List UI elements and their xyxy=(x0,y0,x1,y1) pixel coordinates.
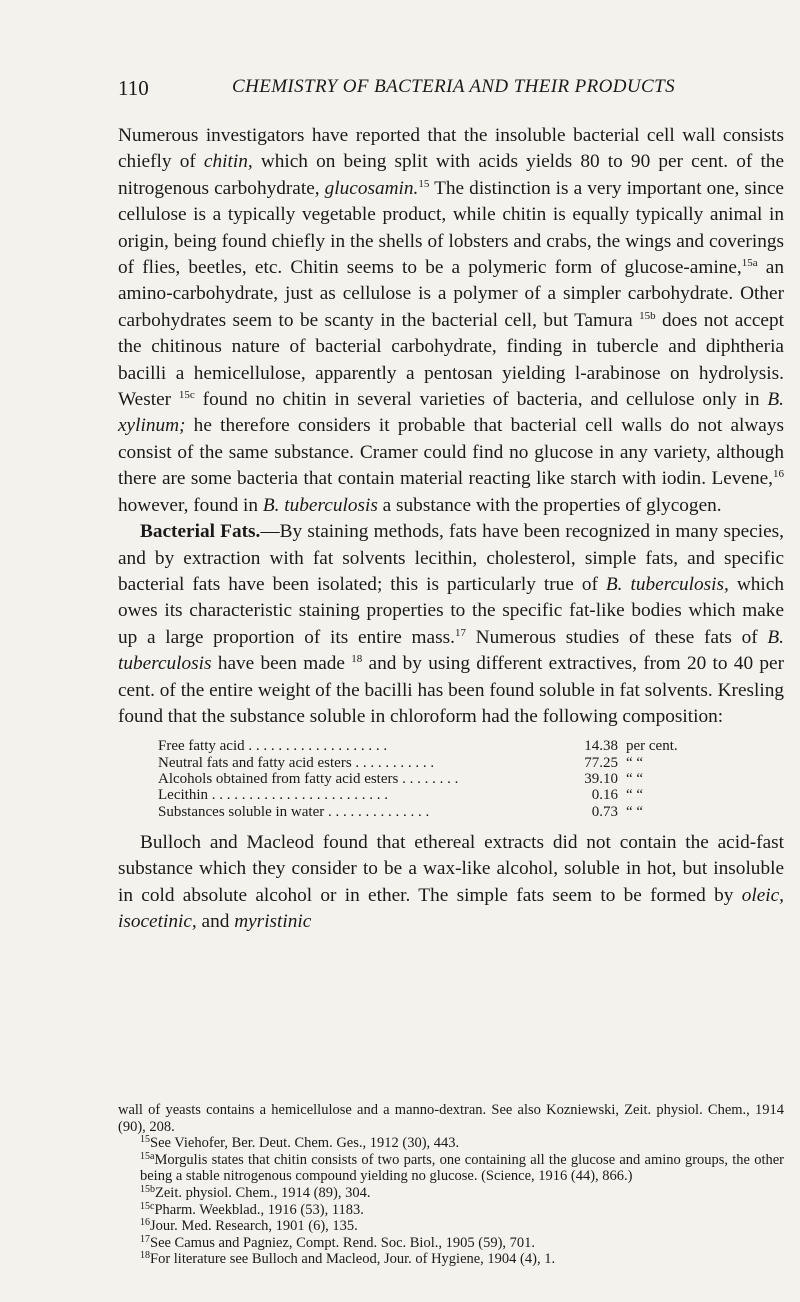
row-unit: “ “ xyxy=(626,770,644,787)
table-row xyxy=(158,787,763,803)
footnote-mark: 15c xyxy=(140,1200,155,1212)
row-label: Alcohols obtained from fatty acid esters . . . . . . . . xyxy=(158,770,459,787)
footnote-text: See Viehofer, Ber. Deut. Chem. Ges., 1912 (30), 443. xyxy=(150,1135,460,1152)
text-run: he therefore considers it probable that bacterial cell walls do not always consist of the same substance. Cramer could find no glucose in any variety, although there are some bacteria that contain material reacting like starch with iodin. Levene, xyxy=(118,415,784,490)
text-run: —By staining methods, fats have been recognized in many species, and by extraction with fat solvents lecithin, cholesterol, simple fats, and specific bacterial fats have been isolated; this is particularly true of xyxy=(118,521,785,595)
footnotes xyxy=(118,1102,784,1268)
section-heading: Bacterial Fats. xyxy=(140,521,261,543)
term-glucosamin: glucosamin. xyxy=(324,177,419,199)
footnote-ref: 15b xyxy=(639,309,656,322)
footnote xyxy=(118,1251,784,1268)
term-b-tuberculosis: B. tuberculosis xyxy=(118,626,784,675)
text-run: and by using different extractives, from 20 to 40 per cent. of the entire weight of the bacilli has been found soluble in fat solvents. Kresling found that the substance soluble in chloroform had the following composition: xyxy=(118,653,784,727)
table-row xyxy=(158,804,763,820)
row-label: Neutral fats and fatty acid esters . . . . . . . . . . . xyxy=(158,754,435,771)
footnote xyxy=(118,1185,784,1202)
footnote-ref: 18 xyxy=(351,653,363,666)
text-run: have been made xyxy=(211,653,352,675)
footnote-ref: 15 xyxy=(418,177,430,190)
footnote-text: Morgulis states that chitin consists of two parts, one containing all the glucose and amino groups, the other being a stable nitrogenous compound yielding no glucose. (Science, 1916 (44), 866.) xyxy=(140,1151,784,1185)
footnote-mark: 15a xyxy=(140,1150,155,1162)
footnote-ref: 15c xyxy=(178,389,195,402)
text-run: does not accept the chitinous nature of bacterial carbohydrate, finding in tubercle and diphtheria bacilli a hemicellulose, apparently a pentosan yielding l-arabinose on hydrolysis. Wester xyxy=(118,309,784,411)
footnote-ref: 15a xyxy=(741,257,758,270)
footnote-text: Jour. Med. Research, 1901 (6), 135. xyxy=(150,1218,358,1235)
footnote xyxy=(118,1135,784,1152)
paragraph-bacterial-fats xyxy=(118,519,784,730)
text-run: Numerous investigators have reported that the insoluble bacterial cell wall consists chiefly of xyxy=(118,125,784,173)
text-run: Bulloch and Macleod found that ethereal extracts did not contain the acid-fast substance which they consider to be a wax-like alcohol, soluble in hot, but insoluble in cold absolute alcohol or in ether. The simple fats seem to be formed by xyxy=(118,831,784,906)
paragraph-bulloch-macleod xyxy=(118,830,784,936)
text-run: found no chitin in several varieties of bacteria, and cellulose only in xyxy=(194,389,768,411)
footnote xyxy=(118,1235,784,1252)
row-unit: “ “ xyxy=(626,754,644,771)
text-run: The distinction is a very important one, since cellulose is a typically vegetable product, while chitin is equally typically animal in origin, being found chiefly in the shells of lobsters and crabs, the wings and coverings of flies, beetles, etc. Chitin seems to be a polymeric form of glucose-amine, xyxy=(118,177,784,279)
row-value: 77.25 xyxy=(584,754,618,771)
term-b-xylinum: B. xylinum; xyxy=(118,389,785,437)
footnote-ref: 16 xyxy=(773,468,784,481)
text-run: which on being split with acids yields 80 to 90 per cent. of the nitrogenous carbohydrate, xyxy=(118,151,785,199)
footnote-text: See Camus and Pagniez, Compt. Rend. Soc. Biol., 1905 (59), 701. xyxy=(150,1234,536,1251)
footnote xyxy=(118,1218,784,1235)
row-value: 14.38 xyxy=(584,738,618,755)
footnote-mark: 15b xyxy=(140,1183,155,1195)
term-b-tuberculosis: B. tuberculosis, xyxy=(605,573,729,595)
footnote-continuation: wall of yeasts contains a hemicellulose and a manno-dextran. See also Kozniewski, Zeit. physiol. Chem., 1914 (90), 208. xyxy=(118,1102,784,1135)
text-run: however, found in xyxy=(118,494,263,516)
table-row xyxy=(158,771,763,787)
footnote xyxy=(118,1152,784,1185)
footnote-mark: 15 xyxy=(140,1134,150,1146)
term-chitin: chitin, xyxy=(203,151,253,173)
table-row xyxy=(158,755,763,771)
text-run: which owes its characteristic staining properties to the specific fat-like bodies which make up a large proportion of its entire mass. xyxy=(118,573,784,648)
running-title: CHEMISTRY OF BACTERIA AND THEIR PRODUCTS xyxy=(232,76,675,97)
paragraph-chitin xyxy=(118,123,784,519)
footnote-mark: 16 xyxy=(140,1217,150,1229)
row-value: 0.16 xyxy=(591,787,618,804)
footnote-text: Zeit. physiol. Chem., 1914 (89), 304. xyxy=(155,1184,371,1201)
composition-table xyxy=(158,738,763,819)
footnote-text: Pharm. Weekblad., 1916 (53), 1183. xyxy=(154,1201,364,1218)
row-unit: per cent. xyxy=(626,738,678,755)
row-label: Lecithin . . . . . . . . . . . . . . . . . . . . . . . . xyxy=(158,787,388,804)
main-text xyxy=(118,123,784,935)
row-value: 0.73 xyxy=(591,803,618,820)
term-oleic-isocetinic: oleic, isocetinic, xyxy=(118,884,784,933)
footnote-ref: 17 xyxy=(454,626,466,639)
footnote-text: For literature see Bulloch and Macleod, Jour. of Hygiene, 1904 (4), 1. xyxy=(150,1251,556,1268)
row-label: Free fatty acid . . . . . . . . . . . . . . . . . . . xyxy=(158,738,388,755)
table-row xyxy=(158,738,763,754)
text-run: Numerous studies of these fats of xyxy=(465,626,768,648)
page-header xyxy=(118,76,684,106)
row-label: Substances soluble in water . . . . . . . . . . . . . . xyxy=(158,803,430,820)
text-run: an amino-carbohydrate, just as cellulose is a polymer of a simpler carbohydrate. Other carbohydrates seem to be scanty in the bacterial cell, but Tamura xyxy=(118,257,784,331)
text-run: and xyxy=(196,911,235,933)
row-unit: “ “ xyxy=(626,803,644,820)
footnote-mark: 18 xyxy=(140,1250,150,1262)
text-run: a substance with the properties of glycogen. xyxy=(377,494,722,516)
term-b-tuberculosis: B. tuberculosis xyxy=(262,494,378,516)
row-value: 39.10 xyxy=(584,770,618,787)
term-myristinic: myristinic xyxy=(234,911,312,933)
page-number: 110 xyxy=(118,76,149,100)
footnote xyxy=(118,1202,784,1219)
row-unit: “ “ xyxy=(626,787,644,804)
footnote-mark: 17 xyxy=(140,1233,150,1245)
